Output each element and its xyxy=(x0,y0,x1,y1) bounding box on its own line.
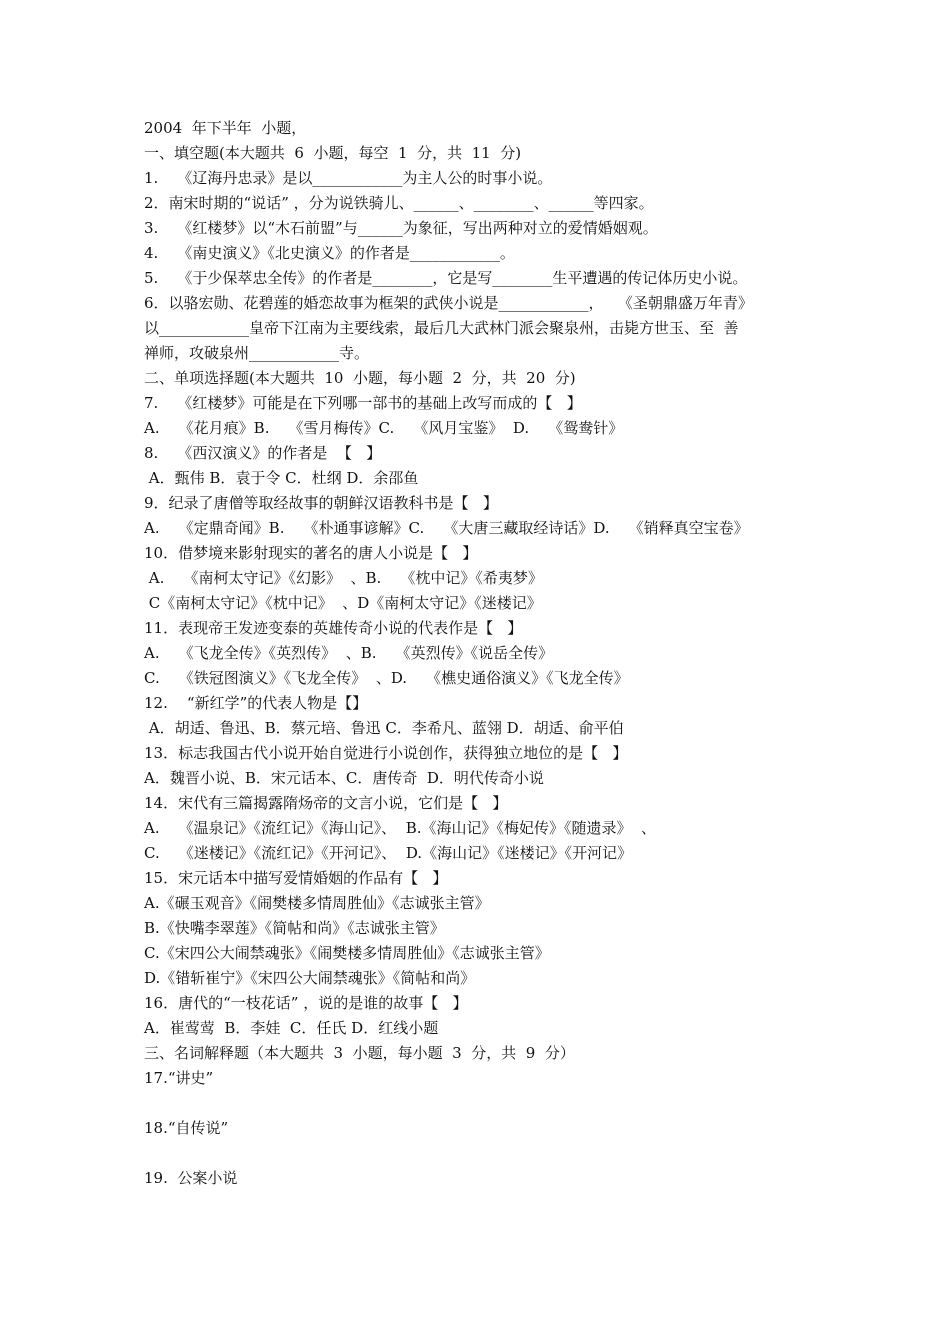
question-16: 16．唐代的“一枝花话” ，说的是谁的故事【 】 xyxy=(144,994,468,1012)
question-5: 5. 《于少保萃忠全传》的作者是________，它是写________生平遭遇的传记体历史小说。 xyxy=(144,269,748,287)
question-10: 10．借梦境来影射现实的著名的唐人小说是【 】 xyxy=(144,544,478,562)
doc-line-header: 2004 年下半年 小题， xyxy=(144,119,307,137)
question-9: 9．纪录了唐僧等取经故事的朝鲜汉语教科书是【 】 xyxy=(144,494,498,512)
question-1: 1. 《辽海丹忠录》是以____________为主人公的时事小说。 xyxy=(144,169,553,187)
question-3: 3. 《红楼梦》以“木石前盟”与______为象征，写出两种对立的爱情婚姻观。 xyxy=(144,219,658,237)
question-15-option-b: B.《快嘴李翠莲》《简帖和尚》《志诚张主管》 xyxy=(144,919,445,937)
question-4: 4. 《南史演义》《北史演义》的作者是____________。 xyxy=(144,244,515,262)
question-11-options: C. 《铁冠图演义》《飞龙全传》 、D. 《樵史通俗演义》《飞龙全传》 xyxy=(144,669,629,687)
question-16-options: A．崔莺莺 B．李娃 C．任氏 D．红线小题 xyxy=(144,1019,439,1037)
question-10-options: A. 《南柯太守记》《幻影》 、B. 《枕中记》《希夷梦》 xyxy=(144,569,543,587)
question-15-option-d: D.《错斩崔宁》《宋四公大闹禁魂张》《简帖和尚》 xyxy=(144,969,476,987)
question-14: 14．宋代有三篇揭露隋炀帝的文言小说，它们是【 】 xyxy=(144,794,508,812)
question-7: 7. 《红楼梦》可能是在下列哪一部书的基础上改写而成的【 】 xyxy=(144,394,582,412)
section-title-fill-blank: 一、填空题(本大题共 6 小题，每空 1 分，共 11 分) xyxy=(144,144,522,162)
question-10-options: C《南柯太守记》《枕中记》 、D《南柯太守记》《迷楼记》 xyxy=(144,594,542,612)
question-6: 6．以骆宏勋、花碧莲的婚恋故事为框架的武侠小说是____________， 《圣朝鼎盛万年青》 xyxy=(144,294,753,312)
question-2: 2．南宋时期的“说话” ，分为说铁骑儿、______、________、______等四家。 xyxy=(144,194,654,212)
question-7-options: A. 《花月痕》B. 《雪月梅传》C. 《风月宝鉴》 D. 《鸳鸯针》 xyxy=(144,419,624,437)
question-15: 15．宋元话本中描写爱情婚姻的作品有【 】 xyxy=(144,869,448,887)
question-6-cont: 以____________皇帝下江南为主要线索，最后几大武林门派会聚泉州，击毙方世玉、至 善 xyxy=(144,319,739,337)
question-6-cont: 禅师，攻破泉州____________寺。 xyxy=(144,344,370,362)
question-12: 12. “新红学”的代表人物是【】 xyxy=(144,694,368,712)
question-11: 11．表现帝王发迹变泰的英雄传奇小说的代表作是【 】 xyxy=(144,619,523,637)
question-12-options: A．胡适、鲁迅、B．蔡元培、鲁迅 C．李希凡、蓝翎 D．胡适、俞平伯 xyxy=(144,719,624,737)
question-17: 17.“讲史” xyxy=(144,1069,214,1087)
question-8: 8. 《西汉演义》的作者是 【 】 xyxy=(144,444,382,462)
question-14-options: A. 《温泉记》《流红记》《海山记》、 B.《海山记》《梅妃传》《随遗录》 、 xyxy=(144,819,657,837)
section-title-term-explanation: 三、名词解释题（本大题共 3 小题，每小题 3 分，共 9 分） xyxy=(144,1044,575,1062)
question-8-options: A．甄伟 B．袁于令 C．杜纲 D．余邵鱼 xyxy=(144,469,419,487)
question-15-option-a: A.《碾玉观音》《闹樊楼多情周胜仙》《志诚张主管》 xyxy=(144,894,490,912)
question-11-options: A. 《飞龙全传》《英烈传》 、B. 《英烈传》《说岳全传》 xyxy=(144,644,554,662)
question-19: 19. 公案小说 xyxy=(144,1169,238,1187)
question-13-options: A．魏晋小说、B．宋元话本、C．唐传奇 D．明代传奇小说 xyxy=(144,769,544,787)
question-15-option-c: C.《宋四公大闹禁魂张》《闹樊楼多情周胜仙》《志诚张主管》 xyxy=(144,944,550,962)
question-9-options: A. 《定鼎奇闻》B. 《朴通事谚解》C. 《大唐三藏取经诗话》D. 《销释真空宝卷》 xyxy=(144,519,749,537)
question-13: 13．标志我国古代小说开始自觉进行小说创作，获得独立地位的是【 】 xyxy=(144,744,628,762)
section-title-single-choice: 二、单项选择题(本大题共 10 小题，每小题 2 分，共 20 分) xyxy=(144,369,576,387)
question-18: 18.“自传说” xyxy=(144,1119,229,1137)
question-14-options: C. 《迷楼记》《流红记》《开河记》、 D.《海山记》《迷楼记》《开河记》 xyxy=(144,844,633,862)
